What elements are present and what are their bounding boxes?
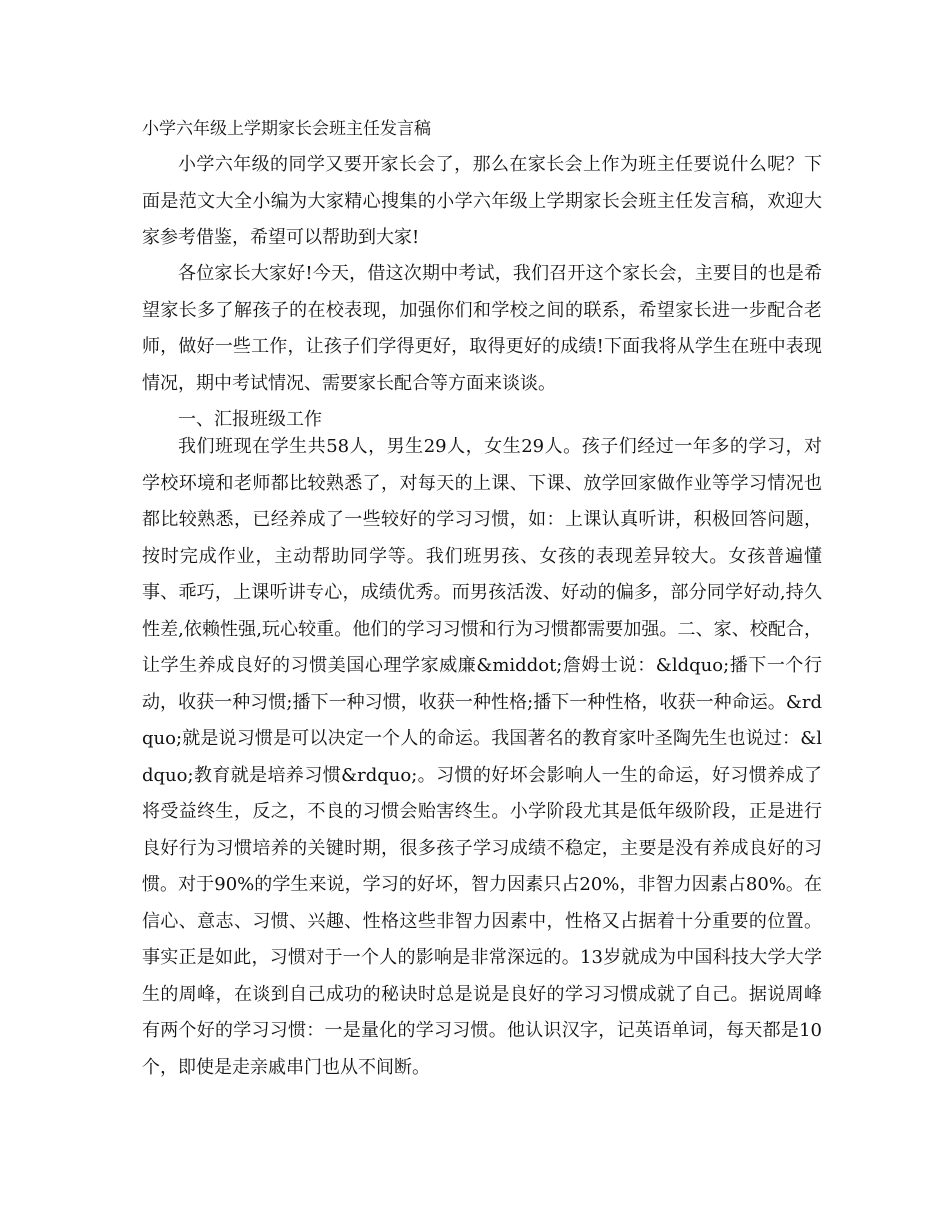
document-title: 小学六年级上学期家长会班主任发言稿 [142,119,431,139]
greeting-paragraph: 各位家长大家好!今天，借这次期中考试，我们召开这个家长会，主要目的也是希望家长多了解孩子的在校表现，加强你们和学校之间的联系，希望家长进一步配合老师，做好一些工作，让孩子们学得更好，取得更好的成绩!下面我将从学生在班中表现情况，期中考试情况、需要家长配合等方面来谈谈。 [142,263,822,394]
intro-paragraph: 小学六年级的同学又要开家长会了，那么在家长会上作为班主任要说什么呢？下面是范文大全小编为大家精心搜集的小学六年级上学期家长会班主任发言稿，欢迎大家参考借鉴，希望可以帮助到大家! [142,154,822,248]
section-body-paragraph: 我们班现在学生共58人，男生29人，女生29人。孩子们经过一年多的学习，对学校环境和老师都比较熟悉了，对每天的上课、下课、放学回家做作业等学习情况也都比较熟悉，已经养成了一些较好的学习习惯，如：上课认真听讲，积极回答问题，按时完成作业，主动帮助同学等。我们班男孩、女孩的表现差异较大。女孩普遍懂事、乖巧，上课听讲专心，成绩优秀。而男孩活泼、好动的偏多，部分同学好动,持久性差,依赖性强,玩心较重。他们的学习习惯和行为习惯都需要加强。二、家、校配合，让学生养成良好的习惯美国心理学家威廉&middot;詹姆士说：&ldquo;播下一个行动，收获一种习惯;播下一种习惯，收获一种性格;播下一种性格，收获一种命运。&rdquo;就是说习惯是可以决定一个人的命运。我国著名的教育家叶圣陶先生也说过：&ldquo;教育就是培养习惯&rdquo;。习惯的好坏会影响人一生的命运，好习惯养成了将受益终生，反之，不良的习惯会贻害终生。小学阶段尤其是低年级阶段，正是进行良好行为习惯培养的关键时期，很多孩子学习成绩不稳定，主要是没有养成良好的习惯。对于90%的学生来说，学习的好坏，智力因素只占20%，非智力因素占80%。在信心、意志、习惯、兴趣、性格这些非智力因素中，性格又占据着十分重要的位置。事实正是如此，习惯对于一个人的影响是非常深远的。13岁就成为中国科技大学大学生的周峰，在谈到自己成功的秘诀时总是说是良好的学习习惯成就了自己。据说周峰有两个好的学习习惯：一是量化的学习习惯。他认识汉字，记英语单词，每天都是10个，即使是走亲戚串门也从不间断。 [142,436,822,1078]
section-heading: 一、汇报班级工作 [178,409,322,430]
